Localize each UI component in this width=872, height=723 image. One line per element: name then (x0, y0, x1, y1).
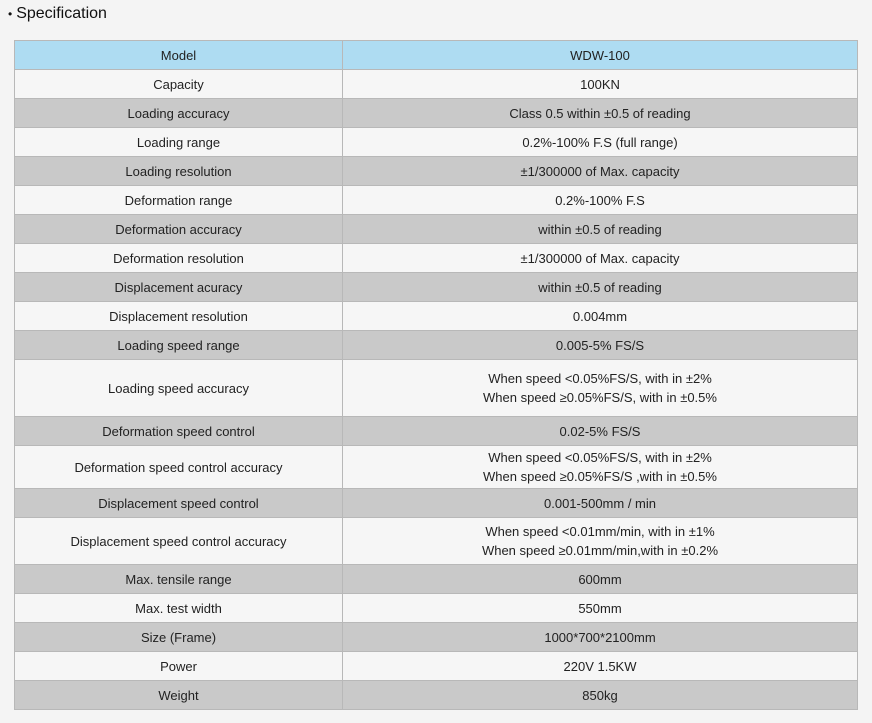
spec-label: Deformation accuracy (15, 215, 343, 244)
spec-label: Size (Frame) (15, 623, 343, 652)
spec-label: Max. tensile range (15, 565, 343, 594)
table-row (15, 273, 858, 302)
table-row (15, 518, 858, 565)
spec-label: Displacement speed control accuracy (15, 518, 343, 565)
table-row (15, 594, 858, 623)
header-value: WDW-100 (343, 41, 858, 70)
spec-value: Class 0.5 within ±0.5 of reading (343, 99, 858, 128)
table-row (15, 186, 858, 215)
spec-value: 0.2%-100% F.S (343, 186, 858, 215)
spec-value: 850kg (343, 681, 858, 710)
table-header-row (15, 41, 858, 70)
spec-value: ±1/300000 of Max. capacity (343, 244, 858, 273)
spec-label: Displacement resolution (15, 302, 343, 331)
spec-value: 0.001-500mm / min (343, 489, 858, 518)
table-row (15, 652, 858, 681)
spec-label: Loading range (15, 128, 343, 157)
spec-value: 0.02-5% FS/S (343, 417, 858, 446)
table-row (15, 446, 858, 489)
spec-label: Loading accuracy (15, 99, 343, 128)
spec-label: Displacement acuracy (15, 273, 343, 302)
spec-value: 550mm (343, 594, 858, 623)
section-heading (8, 4, 107, 24)
spec-label: Weight (15, 681, 343, 710)
spec-label: Power (15, 652, 343, 681)
spec-value: When speed <0.05%FS/S, with in ±2% When speed ≥0.05%FS/S, with in ±0.5% (343, 360, 858, 417)
table-row (15, 489, 858, 518)
spec-label: Loading resolution (15, 157, 343, 186)
table-row (15, 623, 858, 652)
spec-value: 600mm (343, 565, 858, 594)
spec-value: within ±0.5 of reading (343, 215, 858, 244)
table-row (15, 70, 858, 99)
spec-label: Capacity (15, 70, 343, 99)
table-row (15, 360, 858, 417)
section-title-text: Specification (16, 5, 107, 22)
table-row (15, 417, 858, 446)
spec-value: 0.2%-100% F.S (full range) (343, 128, 858, 157)
table-row (15, 157, 858, 186)
spec-label: Loading speed range (15, 331, 343, 360)
spec-value: 1000*700*2100mm (343, 623, 858, 652)
table-row (15, 681, 858, 710)
table-row (15, 244, 858, 273)
spec-label: Max. test width (15, 594, 343, 623)
spec-label: Deformation resolution (15, 244, 343, 273)
spec-value: within ±0.5 of reading (343, 273, 858, 302)
table-row (15, 565, 858, 594)
spec-value: 0.005-5% FS/S (343, 331, 858, 360)
spec-label: Deformation speed control (15, 417, 343, 446)
spec-value: ±1/300000 of Max. capacity (343, 157, 858, 186)
table-row (15, 331, 858, 360)
spec-label: Displacement speed control (15, 489, 343, 518)
spec-value: 0.004mm (343, 302, 858, 331)
spec-value: When speed <0.01mm/min, with in ±1% When speed ≥0.01mm/min,with in ±0.2% (343, 518, 858, 565)
bullet-icon: • (8, 7, 13, 21)
spec-label: Deformation speed control accuracy (15, 446, 343, 489)
header-label: Model (15, 41, 343, 70)
spec-label: Loading speed accuracy (15, 360, 343, 417)
table-row (15, 215, 858, 244)
spec-value: When speed <0.05%FS/S, with in ±2% When speed ≥0.05%FS/S ,with in ±0.5% (343, 446, 858, 489)
spec-label: Deformation range (15, 186, 343, 215)
specification-table (14, 40, 858, 710)
table-row (15, 128, 858, 157)
spec-value: 220V 1.5KW (343, 652, 858, 681)
table-row (15, 302, 858, 331)
table-row (15, 99, 858, 128)
spec-value: 100KN (343, 70, 858, 99)
